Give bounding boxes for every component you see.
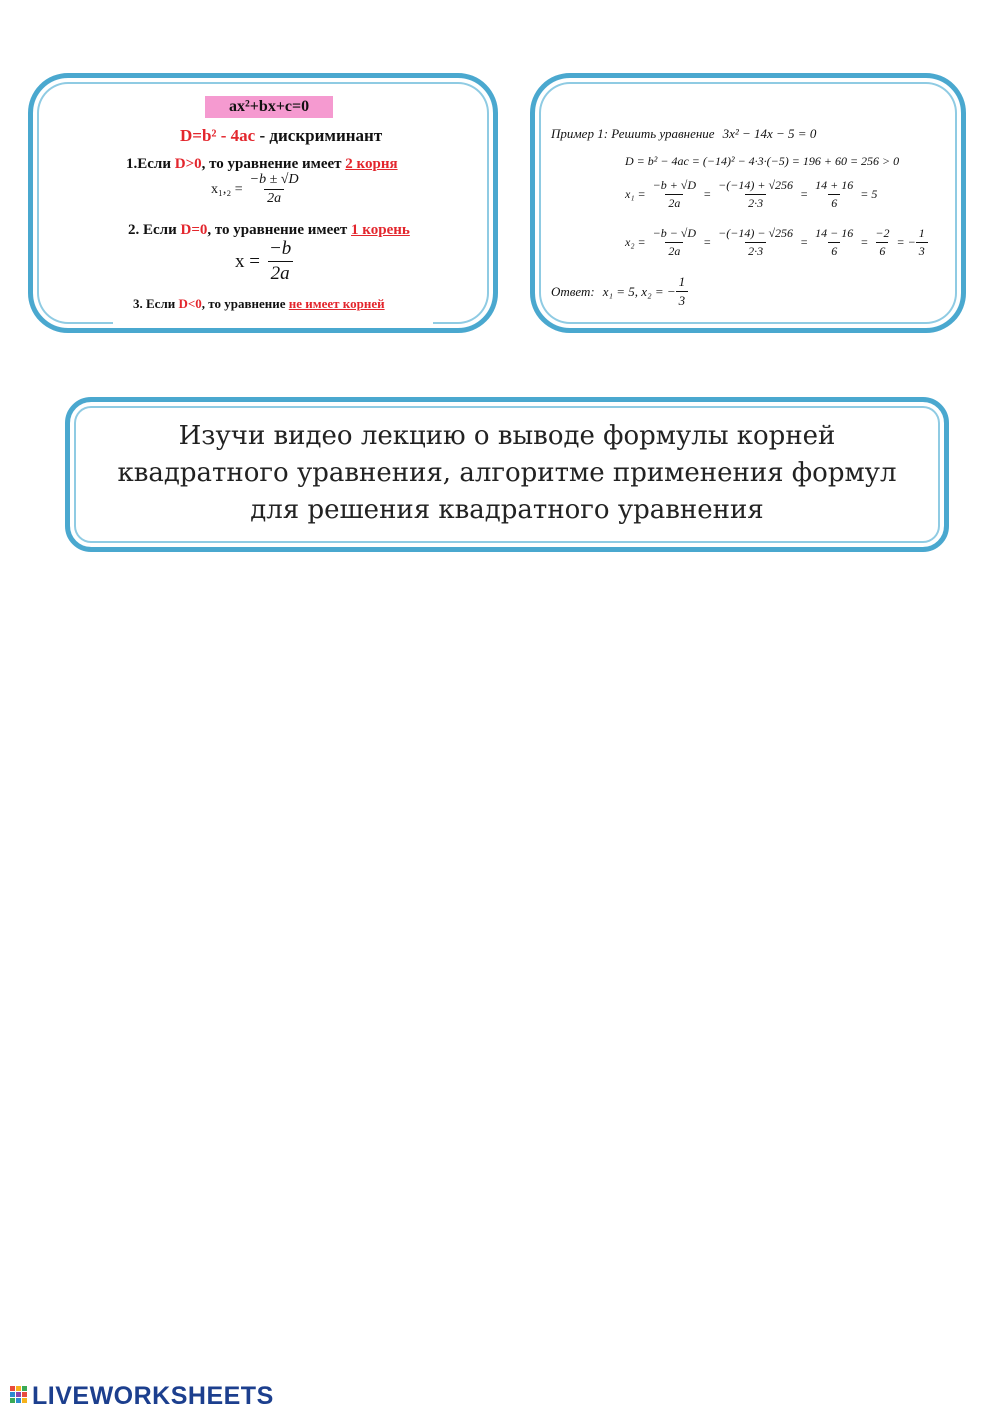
x2-f3-num: 14 − 16 xyxy=(815,226,854,240)
x1-f3-num: 14 + 16 xyxy=(815,178,854,192)
x1-f1-num: −b + √D xyxy=(652,178,697,192)
case-two-prefix: 2. Если xyxy=(128,222,181,238)
root-denominator: 2a xyxy=(268,261,293,285)
x2-fraction-result xyxy=(916,226,928,259)
answer-text: x₁ = 5, x₂ = − xyxy=(602,283,676,299)
x2-f4-den: 6 xyxy=(876,242,888,259)
case-two-result: 1 корень xyxy=(351,222,410,238)
example-x1-line: x₁ = $\frac{-b + √D}{2a}$ = $\frac{-(-14) + √256}{2\cdot 3}$ = $\frac{14 + 16}{6}$ = 5 xyxy=(625,178,878,210)
general-equation: ax²+bx+c=0 xyxy=(205,96,333,118)
answer-fraction xyxy=(676,274,689,309)
x1-fraction-general xyxy=(650,178,699,211)
x2-f1-num: −b − √D xyxy=(652,226,697,240)
x2-f2-num: −(−14) − √256 xyxy=(718,226,794,240)
root-fraction xyxy=(266,238,294,285)
x2-f1-den: 2a xyxy=(665,242,683,259)
case-two xyxy=(128,222,410,239)
x1-f3-den: 6 xyxy=(828,194,840,211)
x2-fraction-simplified xyxy=(812,226,856,259)
task-card xyxy=(65,397,949,552)
x2-fraction-reduced xyxy=(872,226,892,259)
case-three xyxy=(133,296,385,312)
x2-fraction-general xyxy=(650,226,699,259)
discriminant-formula: D=b² - 4ac xyxy=(180,126,256,145)
formula-sheet xyxy=(113,86,433,324)
root-numerator: −b xyxy=(268,238,292,259)
answer-label: Ответ: xyxy=(551,283,595,299)
single-root-formula xyxy=(235,238,294,285)
x2-fraction-substituted xyxy=(715,226,796,259)
answer-num: 1 xyxy=(678,274,686,289)
roots-numerator: −b ± √D xyxy=(249,172,299,187)
discriminant-label: - дискриминант xyxy=(255,126,383,145)
x2-f5-den: 3 xyxy=(916,242,928,259)
example-answer-line xyxy=(551,274,688,309)
x1-result: = 5 xyxy=(860,187,878,201)
example-title-line xyxy=(551,126,816,142)
root-label: x = xyxy=(235,250,260,272)
case-one xyxy=(126,156,398,173)
case-one-middle: , то уравнение имеет xyxy=(201,156,346,172)
x1-fraction-simplified xyxy=(812,178,856,211)
x2-f5-num: 1 xyxy=(918,226,925,240)
roots-denominator: 2a xyxy=(264,189,284,207)
x1-fraction-substituted xyxy=(715,178,796,211)
x2-f3-den: 6 xyxy=(828,242,840,259)
x2-result-prefix: = − xyxy=(896,235,916,249)
case-three-condition: D<0 xyxy=(178,296,202,311)
x1-f1-den: 2a xyxy=(665,194,683,211)
formula-card xyxy=(28,73,498,333)
case-three-middle: , то уравнение xyxy=(201,296,289,311)
x1-label: x₁ = xyxy=(625,187,646,201)
brand-name: LIVEWORKSHEETS xyxy=(32,1382,274,1410)
case-three-result: не имеет корней xyxy=(288,296,385,311)
roots-fraction xyxy=(247,172,302,207)
example-x2-line: x₂ = $\frac{-b - √D}{2a}$ = $\frac{-(-14) - √256}{2\cdot 3}$ = $\frac{14 - 16}{6}$ = $\frac{-2}{6}$ = − $\frac{1}{3}$ xyxy=(625,226,928,259)
case-one-prefix: 1.Если xyxy=(126,156,175,172)
example-card xyxy=(530,73,966,333)
case-two-middle: , то уравнение имеет xyxy=(207,222,352,238)
example-title: Пример 1: Решить уравнение xyxy=(551,126,715,141)
case-one-condition: D>0 xyxy=(174,156,202,172)
liveworksheets-logo-icon xyxy=(8,1384,30,1410)
roots-formula xyxy=(211,172,302,207)
x1-f2-num: −(−14) + √256 xyxy=(718,178,794,192)
x1-f2-den: 2·3 xyxy=(745,194,766,211)
x2-f4-num: −2 xyxy=(875,226,890,240)
case-two-condition: D=0 xyxy=(180,222,208,238)
x2-label: x₂ = xyxy=(625,235,646,249)
answer-den: 3 xyxy=(676,291,689,309)
brand-logo xyxy=(8,1382,274,1411)
x2-f2-den: 2·3 xyxy=(745,242,766,259)
example-discriminant: D = b² − 4ac = (−14)² − 4·3·(−5) = 196 + 60 = 256 > 0 xyxy=(625,154,900,168)
task-instruction: Изучи видео лекцию о выводе формулы корней квадратного уравнения, алгоритме применения формул для решения квадратного уравнения xyxy=(117,421,897,525)
discriminant-line xyxy=(180,126,382,146)
example-equation: 3x² − 14x − 5 = 0 xyxy=(722,126,817,141)
case-three-prefix: 3. Если xyxy=(133,296,179,311)
case-one-result: 2 корня xyxy=(345,156,398,172)
roots-label: x₁,₂ = xyxy=(211,181,243,197)
